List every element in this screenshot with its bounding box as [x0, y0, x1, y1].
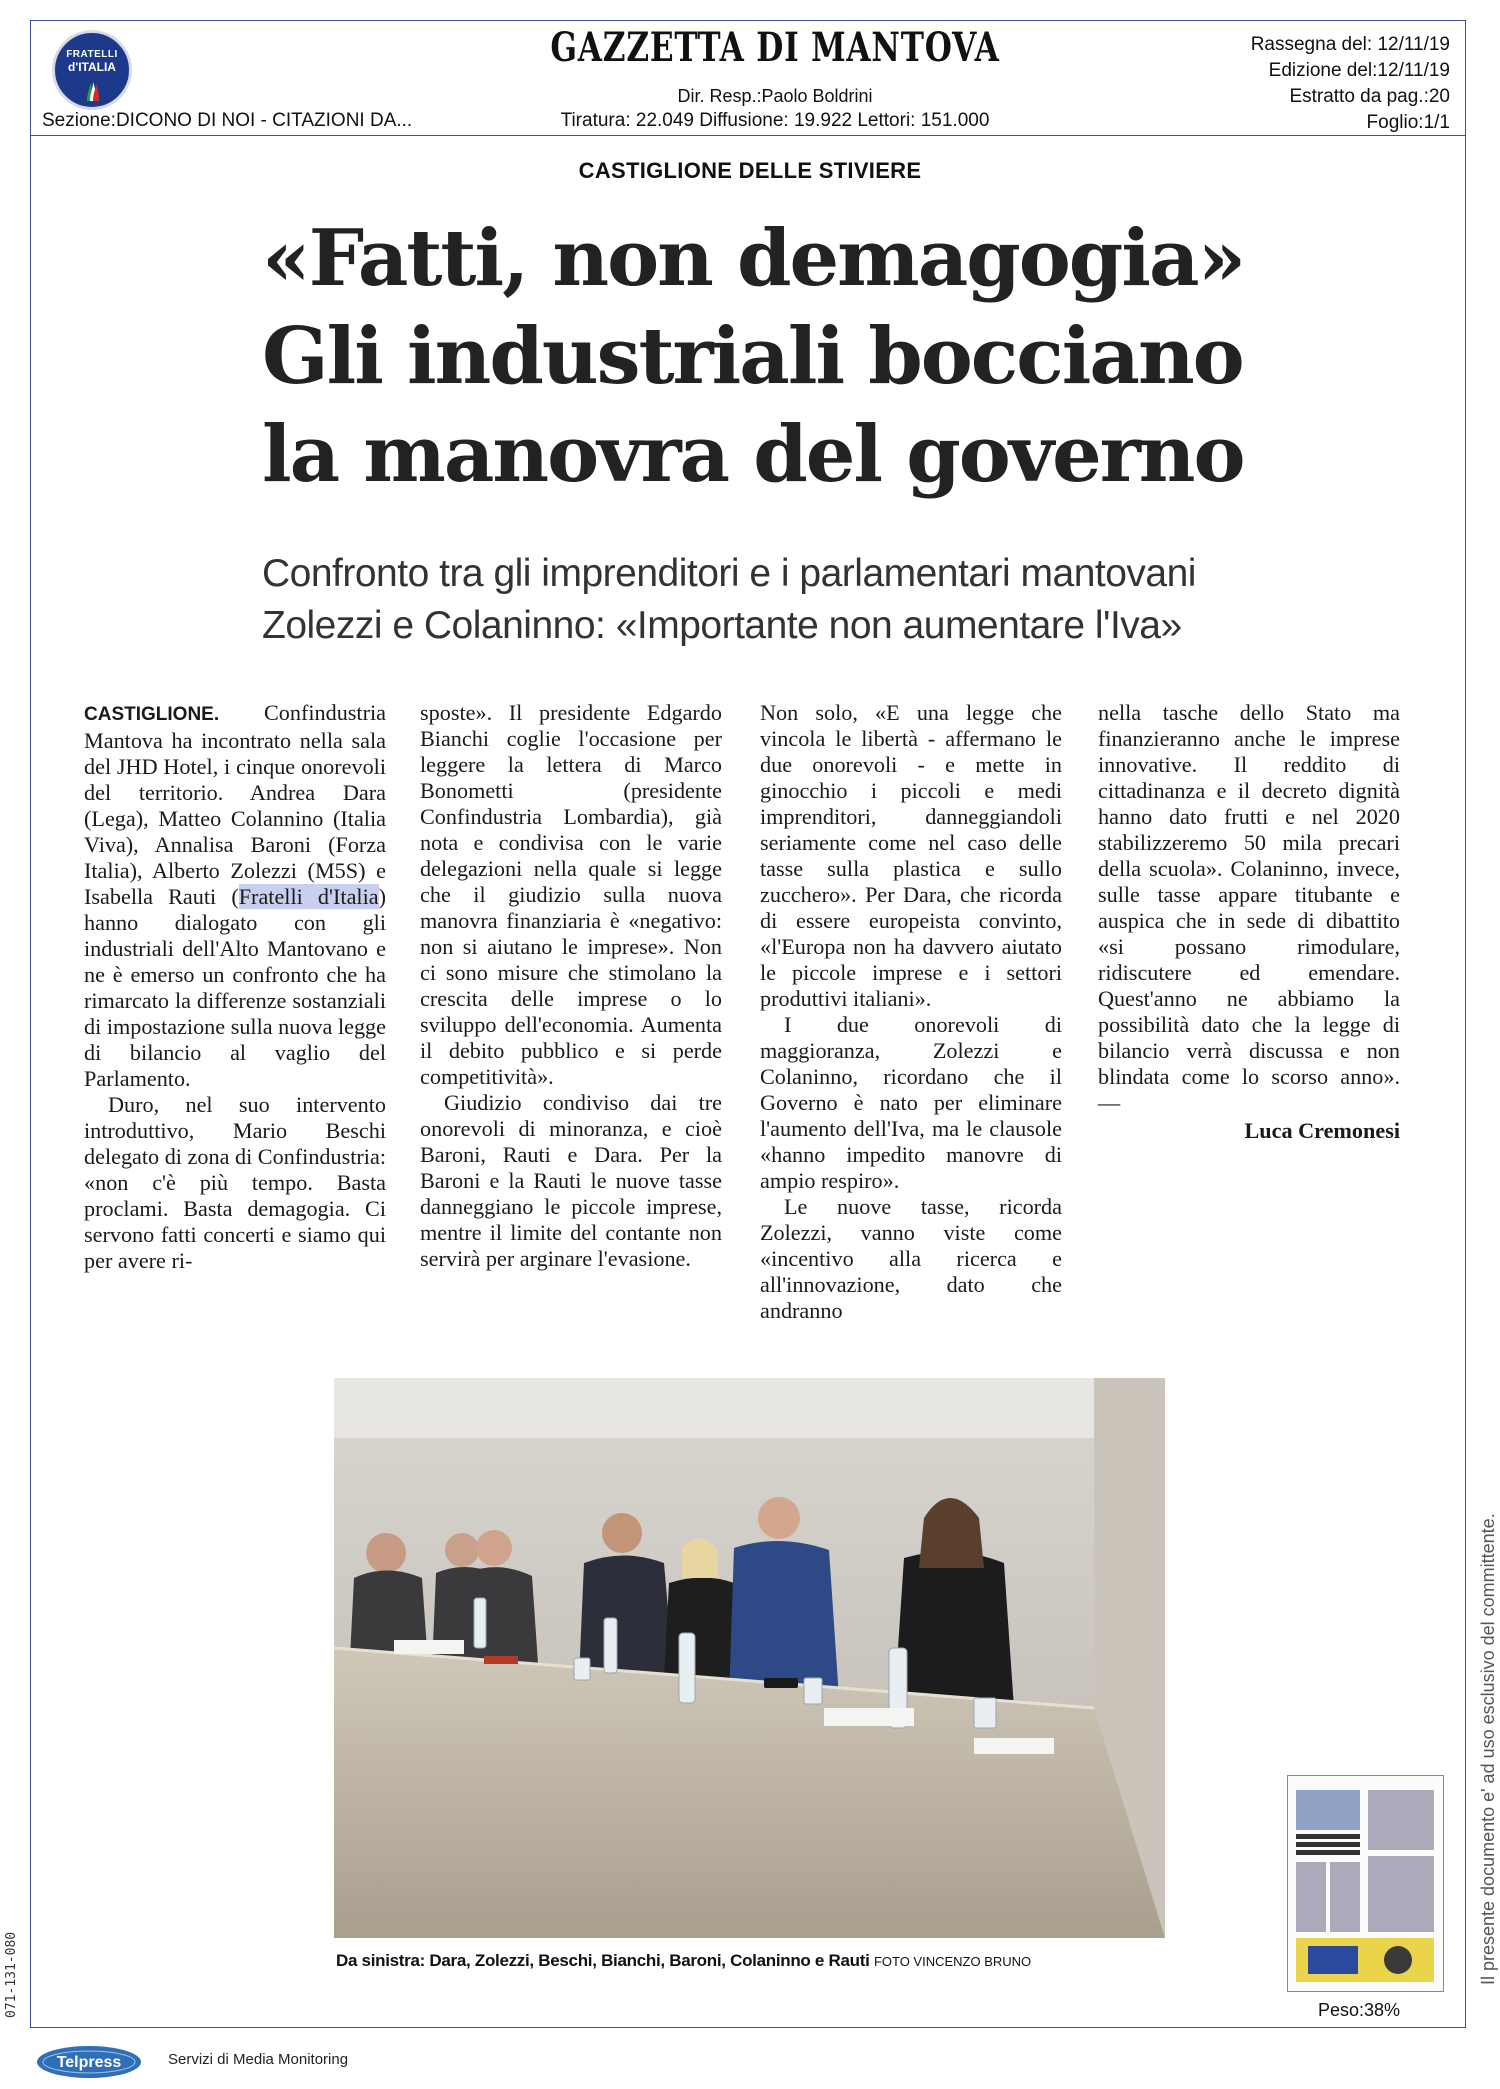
title-line: «Fatti, non demagogia»: [262, 213, 1245, 304]
weight-percentage: Peso:38%: [1318, 2000, 1401, 2020]
section-label: Sezione:DICONO DI NOI - CITAZIONI DA...: [42, 110, 413, 131]
fratelli-italia-logo: [52, 30, 132, 110]
paragraph: Non solo, «E una legge che vincola le libertà - affermano le due onorevoli - e mette in ginocchio i piccoli e medi imprenditori, danneggiandoli seriamente come nel caso delle tasse sulla plastica e sullo zucchero». Per Dara, che ricorda di essere europeista convinto, «l'Europa non ha davvero aiutato le piccole imprese e i settori produttivi italiani».: [760, 700, 1062, 1011]
telpress-logo: [34, 2040, 144, 2080]
author-byline: Luca Cremonesi: [1244, 1118, 1400, 1143]
logo-line2: d'ITALIA: [68, 60, 116, 74]
paragraph: I due onorevoli di maggioranza, Zolezzi e Colaninno, ricordano che il Governo è nato per eliminare l'aumento dell'Iva, ma le clausole «hanno impedito manovre di ampio respiro».: [760, 1012, 1062, 1193]
paragraph: Giudizio condiviso dai tre onorevoli di minoranza, e cioè Baroni, Rauti e Dara. Per la Baroni e la Rauti le nuove tasse danneggiano le piccole imprese, mentre il limite del contante non servirà per arginare l'evasione.: [420, 1090, 722, 1271]
paragraph-text: ) hanno dialogato con gli industriali dell'Alto Mantovano e ne è emerso un confronto che ha rimarcato la differenze sostanziali di impostazione sulla nuova legge di bilancio al vaglio del Parlamento.: [84, 884, 386, 1091]
sheet-number: Foglio:1/1: [1366, 112, 1450, 133]
director: Dir. Resp.:Paolo Boldrini: [677, 86, 873, 106]
conference-photo: [334, 1378, 1165, 1938]
paragraph: [84, 700, 386, 1092]
article-title: [262, 210, 1362, 504]
article-column-3: [760, 700, 1062, 1324]
edition-date: Edizione del:12/11/19: [1268, 60, 1450, 81]
article-kicker: CASTIGLIONE DELLE STIVIERE: [578, 158, 922, 183]
flame-icon: [84, 81, 102, 101]
article-column-2: [420, 700, 722, 1272]
title-line: la manovra del governo: [262, 409, 1244, 500]
thumbnail-image: [1288, 1776, 1443, 1991]
article-photo: [334, 1378, 1165, 1938]
logo-line1: FRATELLI: [66, 49, 118, 60]
footer-service: Servizi di Media Monitoring: [168, 2051, 349, 2068]
article-column-4: [1098, 700, 1400, 1144]
photo-credit: FOTO VINCENZO BRUNO: [873, 1954, 1032, 1969]
photo-caption: [336, 1951, 1031, 1971]
document-header: [30, 20, 1466, 135]
paragraph-text: Confindustria Mantova ha incontrato nella sala del JHD Hotel, i cinque onorevoli del territorio. Andrea Dara (Lega), Matteo Colannino (Italia Viva), Annalisa Baroni (Forza Italia), Alberto Zolezzi (M5S) e Isabella Rauti (: [84, 700, 386, 909]
subtitle-line: Zolezzi e Colaninno: «Importante non aumentare l'Iva»: [262, 604, 1182, 647]
extract-page: Estratto da pag.:20: [1289, 86, 1450, 107]
caption-text: Da sinistra: Dara, Zolezzi, Beschi, Bianchi, Baroni, Colaninno e Rauti: [336, 1951, 870, 1970]
paragraph: sposte». Il presidente Edgardo Bianchi coglie l'occasione per leggere la lettera di Marco Bonometti (presidente Confindustria Lombardia), già nota e condivisa con le varie delegazioni nella quale si legge che il giudizio sulla nuova manovra finanziaria è «negativo: non si aiutano le imprese». Non ci sono misure che stimolano la crescita delle imprese o lo sviluppo dell'economia. Aumenta il debito pubblico e si perde competitività».: [420, 700, 722, 1089]
highlighted-party: Fratelli d'Italia: [238, 884, 379, 909]
usage-notice: Il presente documento e' ad uso esclusivo del committente.: [1478, 1513, 1498, 1985]
review-info: [1251, 32, 1450, 136]
newspaper-masthead: GAZZETTA DI MANTOVA: [550, 24, 1000, 71]
paragraph: nella tasche dello Stato ma finanzieranno anche le imprese innovative. Il reddito di cittadinanza e il decreto dignità hanno dato frutti e nel 2020 stabilizzeremo 50 mila precari della scuola». Colaninno, invece, sulle tasse appare titubante e auspica che in sede di dibattito «si possano rimodulare, ridiscutere ed emendare. Quest'anno ne abbiamo la possibilità dato che la legge di bilancio verrà discussa e non blindata come lo scorso anno». —: [1098, 700, 1400, 1115]
review-date: Rassegna del: 12/11/19: [1250, 34, 1450, 55]
dateline: CASTIGLIONE.: [84, 704, 220, 725]
article-column-1: [84, 700, 386, 1274]
article-subtitle: [262, 548, 1362, 652]
page-thumbnail: [1287, 1775, 1444, 1992]
circulation-info: Tiratura: 22.049 Diffusione: 19.922 Lettori: 151.000: [560, 110, 990, 131]
telpress-brand-text: Telpress: [56, 2054, 122, 2071]
subtitle-line: Confronto tra gli imprenditori e i parlamentari mantovani: [262, 552, 1196, 595]
telpress-logo-icon: [34, 2040, 144, 2080]
paragraph: Duro, nel suo intervento introduttivo, Mario Beschi delegato di zona di Confindustria: «non c'è più tempo. Basta proclami. Basta demagogia. Ci servono fatti concerti e siamo qui per avere ri-: [84, 1092, 386, 1273]
paragraph: Le nuove tasse, ricorda Zolezzi, vanno viste come «incentivo alla ricerca e all'innovazione, dato che andranno: [760, 1194, 1062, 1323]
title-line: Gli industriali bocciano: [262, 311, 1243, 402]
document-code: 071-131-080: [4, 1931, 19, 2018]
